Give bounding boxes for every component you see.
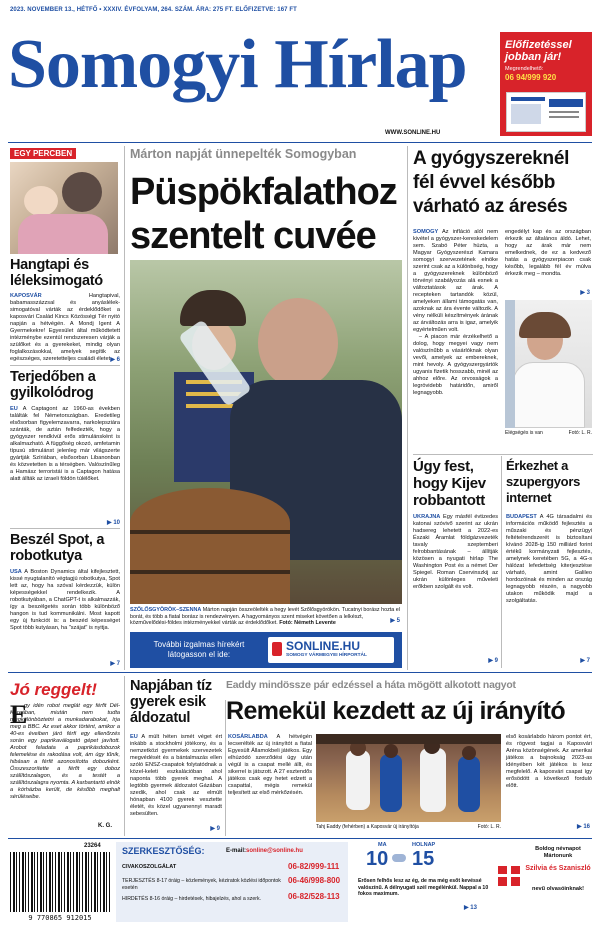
masthead-website[interactable]: WWW.SONLINE.HU xyxy=(385,130,441,136)
editorial-email[interactable]: sonline@sonline.hu xyxy=(246,848,303,854)
main-photo xyxy=(130,260,402,604)
napjaban-title[interactable]: Napjában tíz gyerek esik áldozatul xyxy=(130,678,212,726)
terjedoben-page-ref[interactable]: ▶ 10 xyxy=(107,520,120,526)
jo-reggelt-title[interactable]: Jó reggelt! xyxy=(10,680,97,699)
email-label: E-mail: xyxy=(226,848,247,854)
weather-text: Erősen felhős lesz az ég, de ma még esőt kevéssé valószínű. A délnyugati szél megélénkül. Nappal a 10 fokos maximum. xyxy=(358,878,489,897)
hangtapi-page-ref[interactable]: ▶ 6 xyxy=(110,357,120,363)
phone-2[interactable]: 06-46/998-800 xyxy=(288,876,341,885)
hangtapi-title[interactable]: Hangtapi és léleksimogató xyxy=(10,257,103,289)
editorial-label: SZERKESZTŐSÉG: xyxy=(122,846,205,856)
hangtapi-photo xyxy=(10,162,118,254)
beszel-body: USA A Boston Dynamics által kifejlesztett, kissé nyugtalanító végtagjú robotkutya, Spot lett az, hogy ha szóval kérdezzük, külön képességekkel rendelkezik. A robotkutyában, a ChatGPT-t is alkalmazzák, így a beszélgetés során több különböző hangon is tud kommunikálni. Most kapott egy új funkciót is: a beszéd képességet Spot több kutyásan, ha "szájat" is nyitja. xyxy=(10,569,121,631)
phone-3[interactable]: 06-82/528-113 xyxy=(288,892,340,901)
kijev-body: UKRAJNA Egy másfél évtizedes katonai szóvivő szerint az ukrán hadsereg lehetett a 2022-es Északi Áramlat földgázvezeték tavaly szeptemberi felrobbantásának – állítják közösen a nyugati hírlap The Washington Post és a német Der Spiegel. Roman Cservinszkij az ukrán különleges műveleti erőkben szolgált és volt. xyxy=(413,514,498,590)
kijev-page-ref[interactable]: ▶ 9 xyxy=(488,658,498,664)
sonline-banner[interactable] xyxy=(130,632,402,668)
gift-icon xyxy=(498,866,520,886)
gyogyszer-title[interactable]: A gyógyszereknél fél évvel később várható az áresés xyxy=(413,148,570,217)
weather-box xyxy=(354,842,494,922)
hangtapi-body: KAPOSVÁR Hangtapival, babamasszázzsal és anyáslélek-simogatóval várták az érdeklődőket a kaposvári Család Kincs Közösségi Tér nyitó napján a hétvégén. A Mondj Igent A Gyermekekre! Egyesület által működtetett intézménybe ezentúl rendszeresen várják a szülőket és a gyerekeket, mindig olyan foglalkozásokkal, amelyek segítik az egészséges, szeretetteljes családi életet. xyxy=(10,293,120,362)
eaddy-headline[interactable]: Remekül kezdett az új irányító xyxy=(226,697,566,725)
erkezhet-title[interactable]: Érkezhet a szupergyors internet xyxy=(506,458,581,505)
gyogyszer-photo-caption: Elégségés is van Fotó: L. R. xyxy=(505,430,592,436)
nameday-names: Szilvia és Szaniszló xyxy=(525,865,591,872)
footer-line-1: CIVAKOSZOLGÁLAT xyxy=(122,864,177,870)
editorial-box xyxy=(116,842,348,922)
main-photo-caption: SZŐLŐSGYÖRÖK–SZENNA Márton napján összeölelték a hegy levét Szőlősgyörökön. Tucatnyi borász hozta el borát, és több a fiatal borász is rendezvényen. A hagyományos szent miseket követően a lelkészt, közművelődési-földes intézményekkel várták az érdeklődőket. Fotó: Németh Levente xyxy=(130,607,400,627)
weather-page-ref[interactable]: ▶ 13 xyxy=(464,905,477,911)
eaddy-page-ref[interactable]: ▶ 16 xyxy=(577,824,590,830)
nameday-box xyxy=(496,842,594,922)
gyogyszer-body-col2: engedélyt kap és az országban érkezik az általános áldó. Lehet, hogy az árak már nem emelkednek, de ez a kedvező hatás a gyógyszerpiacon csak később, legalább fél év múlva érkezik meg – mondta. xyxy=(505,229,591,277)
footer-line-2: TERJESZTÉS 8-17 óráig – közlemények, kéziratok közlési időpontok esetén xyxy=(122,878,281,891)
eaddy-photo xyxy=(316,734,501,822)
eaddy-kicker[interactable]: Eaddy mindössze pár edzéssel a háta mögött alkotott nagyot xyxy=(226,680,516,691)
barcode-number: 9 770865 912015 xyxy=(28,914,92,922)
erkezhet-page-ref[interactable]: ▶ 7 xyxy=(580,658,590,664)
beszel-title[interactable]: Beszél Spot, a robotkutya xyxy=(10,532,105,564)
eaddy-body-col1: KOSÁRLABDA A hétvégén lecserélték az új irányítót a fiatal Egyesült Államokbeli játékos. Egy elhúzódó szerződési ügy után végül is a csapat mellé állt, és sikerrel is játszott. A 27 esztendős játékos csak egy hetet edzett a csapattal, mégis remekül teljesített az első mérkőzésén. xyxy=(228,734,312,796)
weather-today-temp: 10 xyxy=(366,848,389,870)
erkezhet-body: BUDAPEST A 4G társadalmi és információs működő fejlesztés a műszaki és pénzügyi feltételrendszerét is biztosítani kívánó 2028-ig 150 milliárd forint értékű kormányzati fejlesztés, amelynek keretében 5G, a 4G-s hálózat lefedettség kiterjesztése várható, amint Galileo hordozóinak és minden az ország legnagyobb részén, a nagyobb utakon működik majd a szolgáltatás. xyxy=(506,514,592,604)
footer-line-3: HIRDETÉS 8-16 óráig – hirdetések, hibajelzés, ahol a szerk. xyxy=(122,896,261,902)
beszel-page-ref[interactable]: ▶ 7 xyxy=(110,661,120,667)
nameday-sub: nevű olvasóinknak! xyxy=(532,886,584,892)
masthead-title[interactable]: Somogyi Hírlap xyxy=(8,26,467,103)
issue-number: 23264 xyxy=(84,843,101,849)
weather-today-label: MA xyxy=(378,842,387,848)
terjedoben-title[interactable]: Terjedőben a gyilkolódrog xyxy=(10,369,96,401)
main-kicker[interactable]: Márton napját ünnepelték Somogyban xyxy=(130,147,357,161)
weather-icon xyxy=(392,854,406,862)
gyogyszer-page-ref[interactable]: ▶ 3 xyxy=(580,290,590,296)
jo-reggelt-dropcap: E xyxy=(10,700,28,729)
nameday-label: Boldog névnapot Mártonunk xyxy=(535,846,581,859)
promo-sub: Megrendelhető: xyxy=(505,66,544,72)
weather-tomorrow-temp: 15 xyxy=(412,848,435,870)
main-page-ref[interactable]: ▶ 5 xyxy=(390,618,400,624)
dateline: 2023. NOVEMBER 13., HÉTFŐ • XXXIV. ÉVFOLYAM, 264. SZÁM. ÁRA: 275 FT. ELŐFIZETVE: 167 FT xyxy=(10,7,297,13)
main-headline[interactable]: Püspökfalathoz szentelt cuvée xyxy=(130,171,397,257)
egy-percben-tag: EGY PERCBEN xyxy=(10,148,76,159)
promo-phone[interactable]: 06 94/999 920 xyxy=(505,73,557,82)
kijev-title[interactable]: Úgy fest, hogy Kijev robbantott xyxy=(413,458,486,509)
napjaban-body: EU A múlt héten ismét véget ért inkább a stockholmi jótékony, és a nemzetközi gyermekek szervezetek megvédését és a bántalmazás ellen szóló ENSZ-csapatok folytatódnak a közel-keleti eszkalációban ahol naponta több gyerek meghal. A legtöbb gyermek áldozatot Gázában szedik, ahol csak az elmúlt hónapban 4100 gyerek vesztette életét, és közel ugyanennyi maradt sebesülten. xyxy=(130,734,223,817)
banner-logo: SONLINE.HU SOMOGY VÁRMEGYEI HÍRPORTÁL xyxy=(268,637,394,663)
phone-1[interactable]: 06-82/999-111 xyxy=(288,862,340,871)
promo-title: Előfizetéssel jobban jár! xyxy=(505,39,572,63)
barcode xyxy=(10,852,110,912)
gyogyszer-body-col1: SOMOGY Az infláció alól nem kivétel a gyógyszer-kereskedelem sem. Szabó Péter húzta, a Magyar Gyógyszerészi Kamara somogyi szervezetének elnöke szerint csak az a különbség, hogy a gyógyszereknek különböző törvényi szabályozás alá esnek a változtatások az árak. A recepteken tartandók közül, amelyeken állami támogatás van, azoknak az ára évente változik. A vény nélküli készítmények árának az árváltozás arra is igaz, amelyik egyértelműen volt. – A piacon már érzékelhető a dolog, hogy megyei vagy nem valószínűbb a vásárlóknak olyan vevői, amelyek az embereknek, mint hevoly. A gyógyszergyártók ugyanis fizetik hosszabb, minél az ahhoz előre. Az orvosságok a legrövidebb határidőn, amiről legnagyobb. xyxy=(413,229,498,396)
promo-newspaper-image xyxy=(506,92,586,132)
jo-reggelt-sign: K. G. xyxy=(98,823,113,829)
terjedoben-body: EU A Captagont az 1960-as években találták fel Németországban. Eredetileg elsősorban figyelemzavarra, narkolepsziára szánták, de aztán felfedezték, hogy a gyógyszer rendkívül erős stimulánsként is alkalmazható. A függőség okozó, amfetamin típusú stimulánst jelenleg már világszerte gyártják Szíriában, elsősorban Libanonban és közvetetten is a térségben. Valószínűleg a Hamász terroristái is a Captagon hatása alatt állták az izraeli földön túlélőket. xyxy=(10,406,120,482)
eaddy-photo-caption: Tahj Eaddy (fehérben) a Kaposvár új irányítója Fotó: L. R. xyxy=(316,824,501,830)
gyogyszer-photo xyxy=(505,300,592,428)
subscription-promo[interactable] xyxy=(500,32,592,136)
eaddy-body-col2: első kosárlabdo három pontot ért, és rögvest tagjai a Kaposvári Aréna közönségének. Az amerikai játékos a bajnokság 2023-as idényében két játékos is lesz megfelelő. A kaposvári csapat így erősödött a következő forduló előtt. xyxy=(506,734,592,789)
banner-text: További izgalmas hírekért látogasson el ide: xyxy=(153,640,245,659)
napjaban-page-ref[interactable]: ▶ 9 xyxy=(210,826,220,832)
jo-reggelt-body: gy idén robot meglát egy férfit Dél-Koreában, miután nem tudta megkülönböztetni a munkadarabokat, írja meg a BBC. Az eset akkor történt, amikor a 40-es éveiben járó férfi egy ellenőrzés során egy paprikaválogató gépet javított. Arobot feladata a paprikásdobozok felemelése és rakodása volt, ám úgy tűnik, hibásan a férfit azonosította dobozként. Összeszorítette a férfit egy doboz szállítószalagon, és a testét a szállítószalagra nyomta. A karbantartó elnök a kórházba került, de később meghalt sérüléseibe. xyxy=(10,703,120,800)
weather-tomorrow-label: HOLNAP xyxy=(412,842,436,848)
